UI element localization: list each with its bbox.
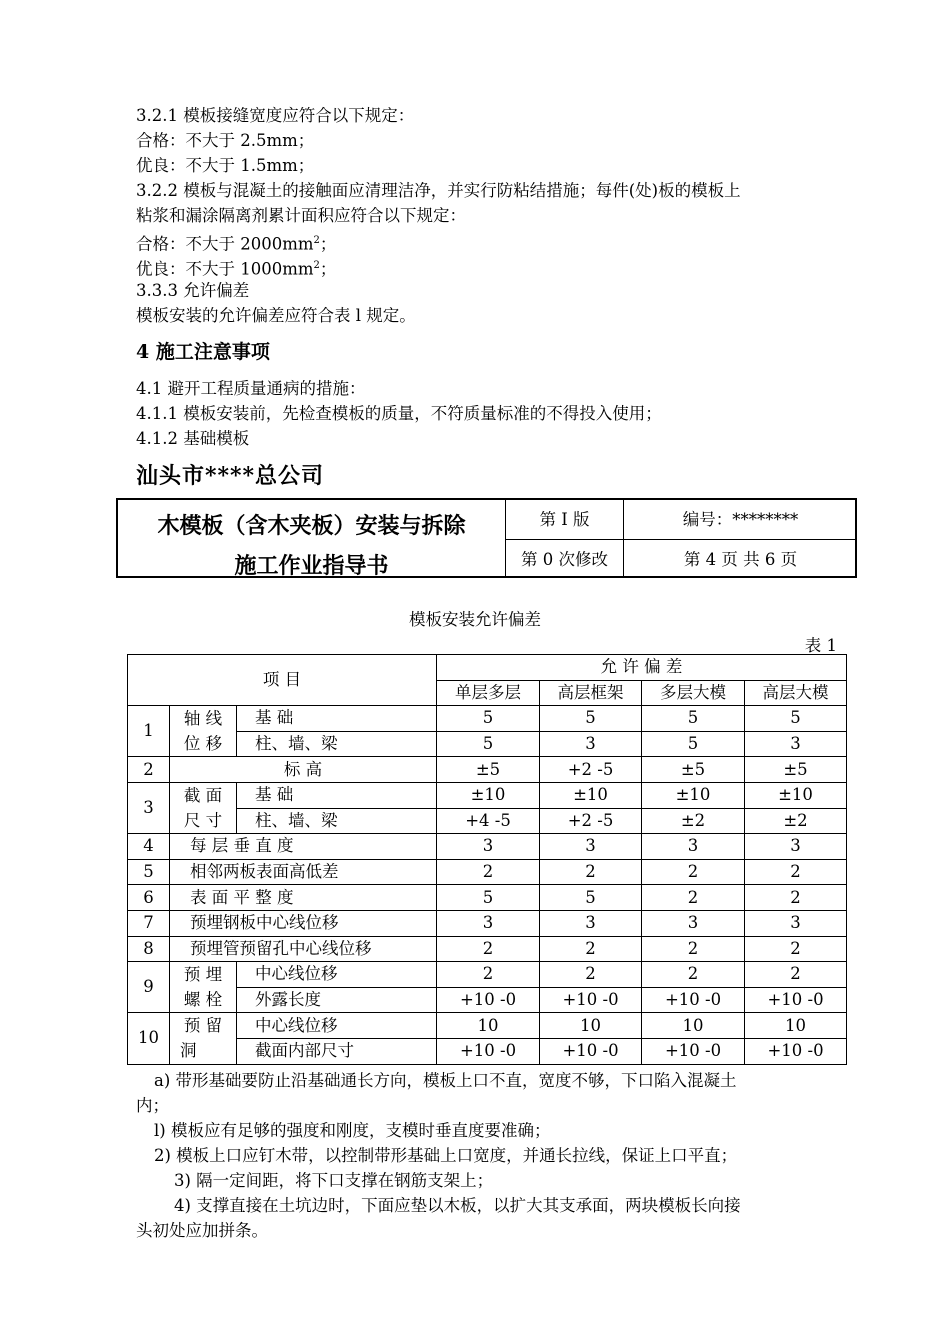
text: ； (319, 259, 337, 279)
text-line: 优良：不大于 1.5mm； (136, 156, 315, 175)
value-cell: +10 -0 (642, 1038, 745, 1064)
item-name: 预 留 (170, 1013, 237, 1039)
document-header-box (116, 498, 857, 578)
table-row (128, 808, 847, 834)
header-cell: 允 许 偏 差 (437, 655, 847, 681)
sub-item: 中心线位移 (237, 1013, 437, 1039)
row-number: 3 (128, 782, 170, 833)
text-line: 4.1 避开工程质量通病的措施： (136, 379, 366, 398)
value-cell: 3 (745, 731, 847, 757)
note-line: 内； (136, 1096, 169, 1115)
row-number: 4 (128, 834, 170, 860)
header-cell: 单层多层 (437, 680, 540, 706)
item-name: 预埋管预留孔中心线位移 (170, 936, 437, 962)
text-line: 合格：不大于 2.5mm； (136, 131, 315, 150)
doc-code: 编号：******** (682, 510, 799, 529)
item-name: 洞 (170, 1038, 237, 1064)
sub-item: 基 础 (237, 706, 437, 732)
table-row (128, 859, 847, 885)
value-cell: 3 (437, 834, 540, 860)
row-number: 5 (128, 859, 170, 885)
value-cell: +10 -0 (642, 987, 745, 1013)
value-cell: ±10 (437, 782, 540, 808)
table-row (128, 834, 847, 860)
value-cell: 2 (642, 885, 745, 911)
text: ； (319, 234, 337, 254)
table-row (128, 962, 847, 988)
value-cell: 3 (745, 910, 847, 936)
table-row (128, 910, 847, 936)
value-cell: 3 (540, 731, 642, 757)
row-number: 9 (128, 962, 170, 1013)
row-number: 6 (128, 885, 170, 911)
value-cell: 2 (540, 962, 642, 988)
value-cell: 5 (745, 706, 847, 732)
row-number: 8 (128, 936, 170, 962)
sub-item: 柱、墙、梁 (237, 808, 437, 834)
value-cell: 5 (540, 885, 642, 911)
sub-item: 基 础 (237, 782, 437, 808)
table-row (128, 1038, 847, 1064)
value-cell: 3 (540, 910, 642, 936)
table-row (128, 706, 847, 732)
value-cell: +10 -0 (437, 987, 540, 1013)
value-cell: 10 (745, 1013, 847, 1039)
text-line: 3.2.1 模板接缝宽度应符合以下规定： (136, 106, 415, 125)
value-cell: 10 (540, 1013, 642, 1039)
item-name: 位 移 (170, 731, 237, 757)
item-name: 相邻两板表面高低差 (170, 859, 437, 885)
value-cell: ±10 (540, 782, 642, 808)
superscript: 2 (313, 235, 320, 246)
sub-item: 中心线位移 (237, 962, 437, 988)
page-count: 第 4 页 共 6 页 (683, 550, 798, 569)
value-cell: +10 -0 (745, 987, 847, 1013)
section-heading: 4 施工注意事项 (136, 341, 270, 363)
sub-item: 外露长度 (237, 987, 437, 1013)
table-row (128, 731, 847, 757)
value-cell: 2 (540, 936, 642, 962)
item-name: 尺 寸 (170, 808, 237, 834)
value-cell: ±2 (642, 808, 745, 834)
value-cell: +10 -0 (745, 1038, 847, 1064)
value-cell: 2 (642, 859, 745, 885)
note-line: l) 模板应有足够的强度和刚度，支模时垂直度要准确； (154, 1121, 551, 1140)
value-cell: 10 (642, 1013, 745, 1039)
value-cell: ±2 (745, 808, 847, 834)
table-row (128, 885, 847, 911)
item-name: 螺 栓 (170, 987, 237, 1013)
table-caption: 模板安装允许偏差 (409, 610, 541, 629)
header-cell: 高层大模 (745, 680, 847, 706)
item-name: 预 埋 (170, 962, 237, 988)
value-cell: 3 (745, 834, 847, 860)
item-name: 截 面 (170, 782, 237, 808)
value-cell: +10 -0 (540, 987, 642, 1013)
table-row (128, 987, 847, 1013)
text-line: 3.3.3 允许偏差 (136, 281, 250, 300)
value-cell: 5 (642, 731, 745, 757)
item-name: 轴 线 (170, 706, 237, 732)
value-cell: 3 (642, 910, 745, 936)
revision: 第 0 次修改 (521, 550, 608, 569)
table-row (128, 757, 847, 783)
value-cell: ±5 (437, 757, 540, 783)
value-cell: +2 -5 (540, 757, 642, 783)
value-cell: 5 (540, 706, 642, 732)
title-line: 木模板（含木夹板）安装与拆除 (157, 513, 466, 539)
value-cell: 3 (540, 834, 642, 860)
text-line: 模板安装的允许偏差应符合表 l 规定。 (136, 306, 416, 325)
item-name: 预埋钢板中心线位移 (170, 910, 437, 936)
text-line: 4.1.1 模板安装前，先检查模板的质量，不符质量标准的不得投入使用； (136, 404, 662, 423)
table-number: 表 1 (804, 636, 837, 655)
value-cell: +4 -5 (437, 808, 540, 834)
text-line: 4.1.2 基础模板 (136, 429, 250, 448)
row-number: 2 (128, 757, 170, 783)
value-cell: 2 (745, 885, 847, 911)
table-row (128, 1013, 847, 1039)
value-cell: ±5 (745, 757, 847, 783)
tolerance-table (127, 654, 847, 1065)
value-cell: 2 (642, 936, 745, 962)
table-row (128, 936, 847, 962)
value-cell: 5 (437, 885, 540, 911)
note-line: 3) 隔一定间距，将下口支撑在钢筋支架上； (174, 1171, 494, 1190)
value-cell: 2 (642, 962, 745, 988)
row-number: 7 (128, 910, 170, 936)
value-cell: 5 (437, 731, 540, 757)
value-cell: 3 (642, 834, 745, 860)
text-line: 3.2.2 模板与混凝土的接触面应清理洁净，并实行防粘结措施；每件(处)板的模板上 (136, 181, 741, 200)
value-cell: ±10 (642, 782, 745, 808)
value-cell: 2 (745, 936, 847, 962)
value-cell: 2 (437, 859, 540, 885)
value-cell: +10 -0 (437, 1038, 540, 1064)
text: 优良：不大于 1000mm (136, 259, 314, 279)
row-number: 1 (128, 706, 170, 757)
value-cell: ±10 (745, 782, 847, 808)
text-line: 粘浆和漏涂隔离剂累计面积应符合以下规定： (136, 206, 466, 225)
value-cell: 5 (437, 706, 540, 732)
edition: 第 I 版 (539, 510, 590, 529)
item-name: 标 高 (170, 757, 437, 783)
value-cell: +10 -0 (540, 1038, 642, 1064)
item-name: 每 层 垂 直 度 (170, 834, 437, 860)
note-line: 2) 模板上口应钉木带，以控制带形基础上口宽度，并通长拉线，保证上口平直； (154, 1146, 738, 1165)
note-line: a) 带形基础要防止沿基础通长方向，模板上口不直，宽度不够，下口陷入混凝土 (154, 1071, 737, 1090)
row-number: 10 (128, 1013, 170, 1064)
sub-item: 柱、墙、梁 (237, 731, 437, 757)
value-cell: 3 (437, 910, 540, 936)
table-row (128, 782, 847, 808)
sub-item: 截面内部尺寸 (237, 1038, 437, 1064)
value-cell: 10 (437, 1013, 540, 1039)
table-row (128, 655, 847, 681)
document-title (118, 500, 506, 578)
value-cell: 2 (437, 936, 540, 962)
value-cell: 2 (540, 859, 642, 885)
item-name: 表 面 平 整 度 (170, 885, 437, 911)
header-cell: 项 目 (128, 655, 437, 706)
note-line: 头初处应加拼条。 (136, 1221, 268, 1240)
value-cell: +2 -5 (540, 808, 642, 834)
header-cell: 多层大模 (642, 680, 745, 706)
value-cell: 2 (745, 962, 847, 988)
value-cell: ±5 (642, 757, 745, 783)
company-name: 汕头市****总公司 (136, 463, 325, 489)
title-line: 施工作业指导书 (234, 553, 389, 578)
text: 合格：不大于 2000mm (136, 234, 314, 254)
superscript: 2 (313, 260, 320, 271)
value-cell: 2 (437, 962, 540, 988)
value-cell: 5 (642, 706, 745, 732)
header-cell: 高层框架 (540, 680, 642, 706)
note-line: 4) 支撑直接在土坑边时，下面应垫以木板，以扩大其支承面，两块模板长向接 (174, 1196, 741, 1215)
value-cell: 2 (745, 859, 847, 885)
